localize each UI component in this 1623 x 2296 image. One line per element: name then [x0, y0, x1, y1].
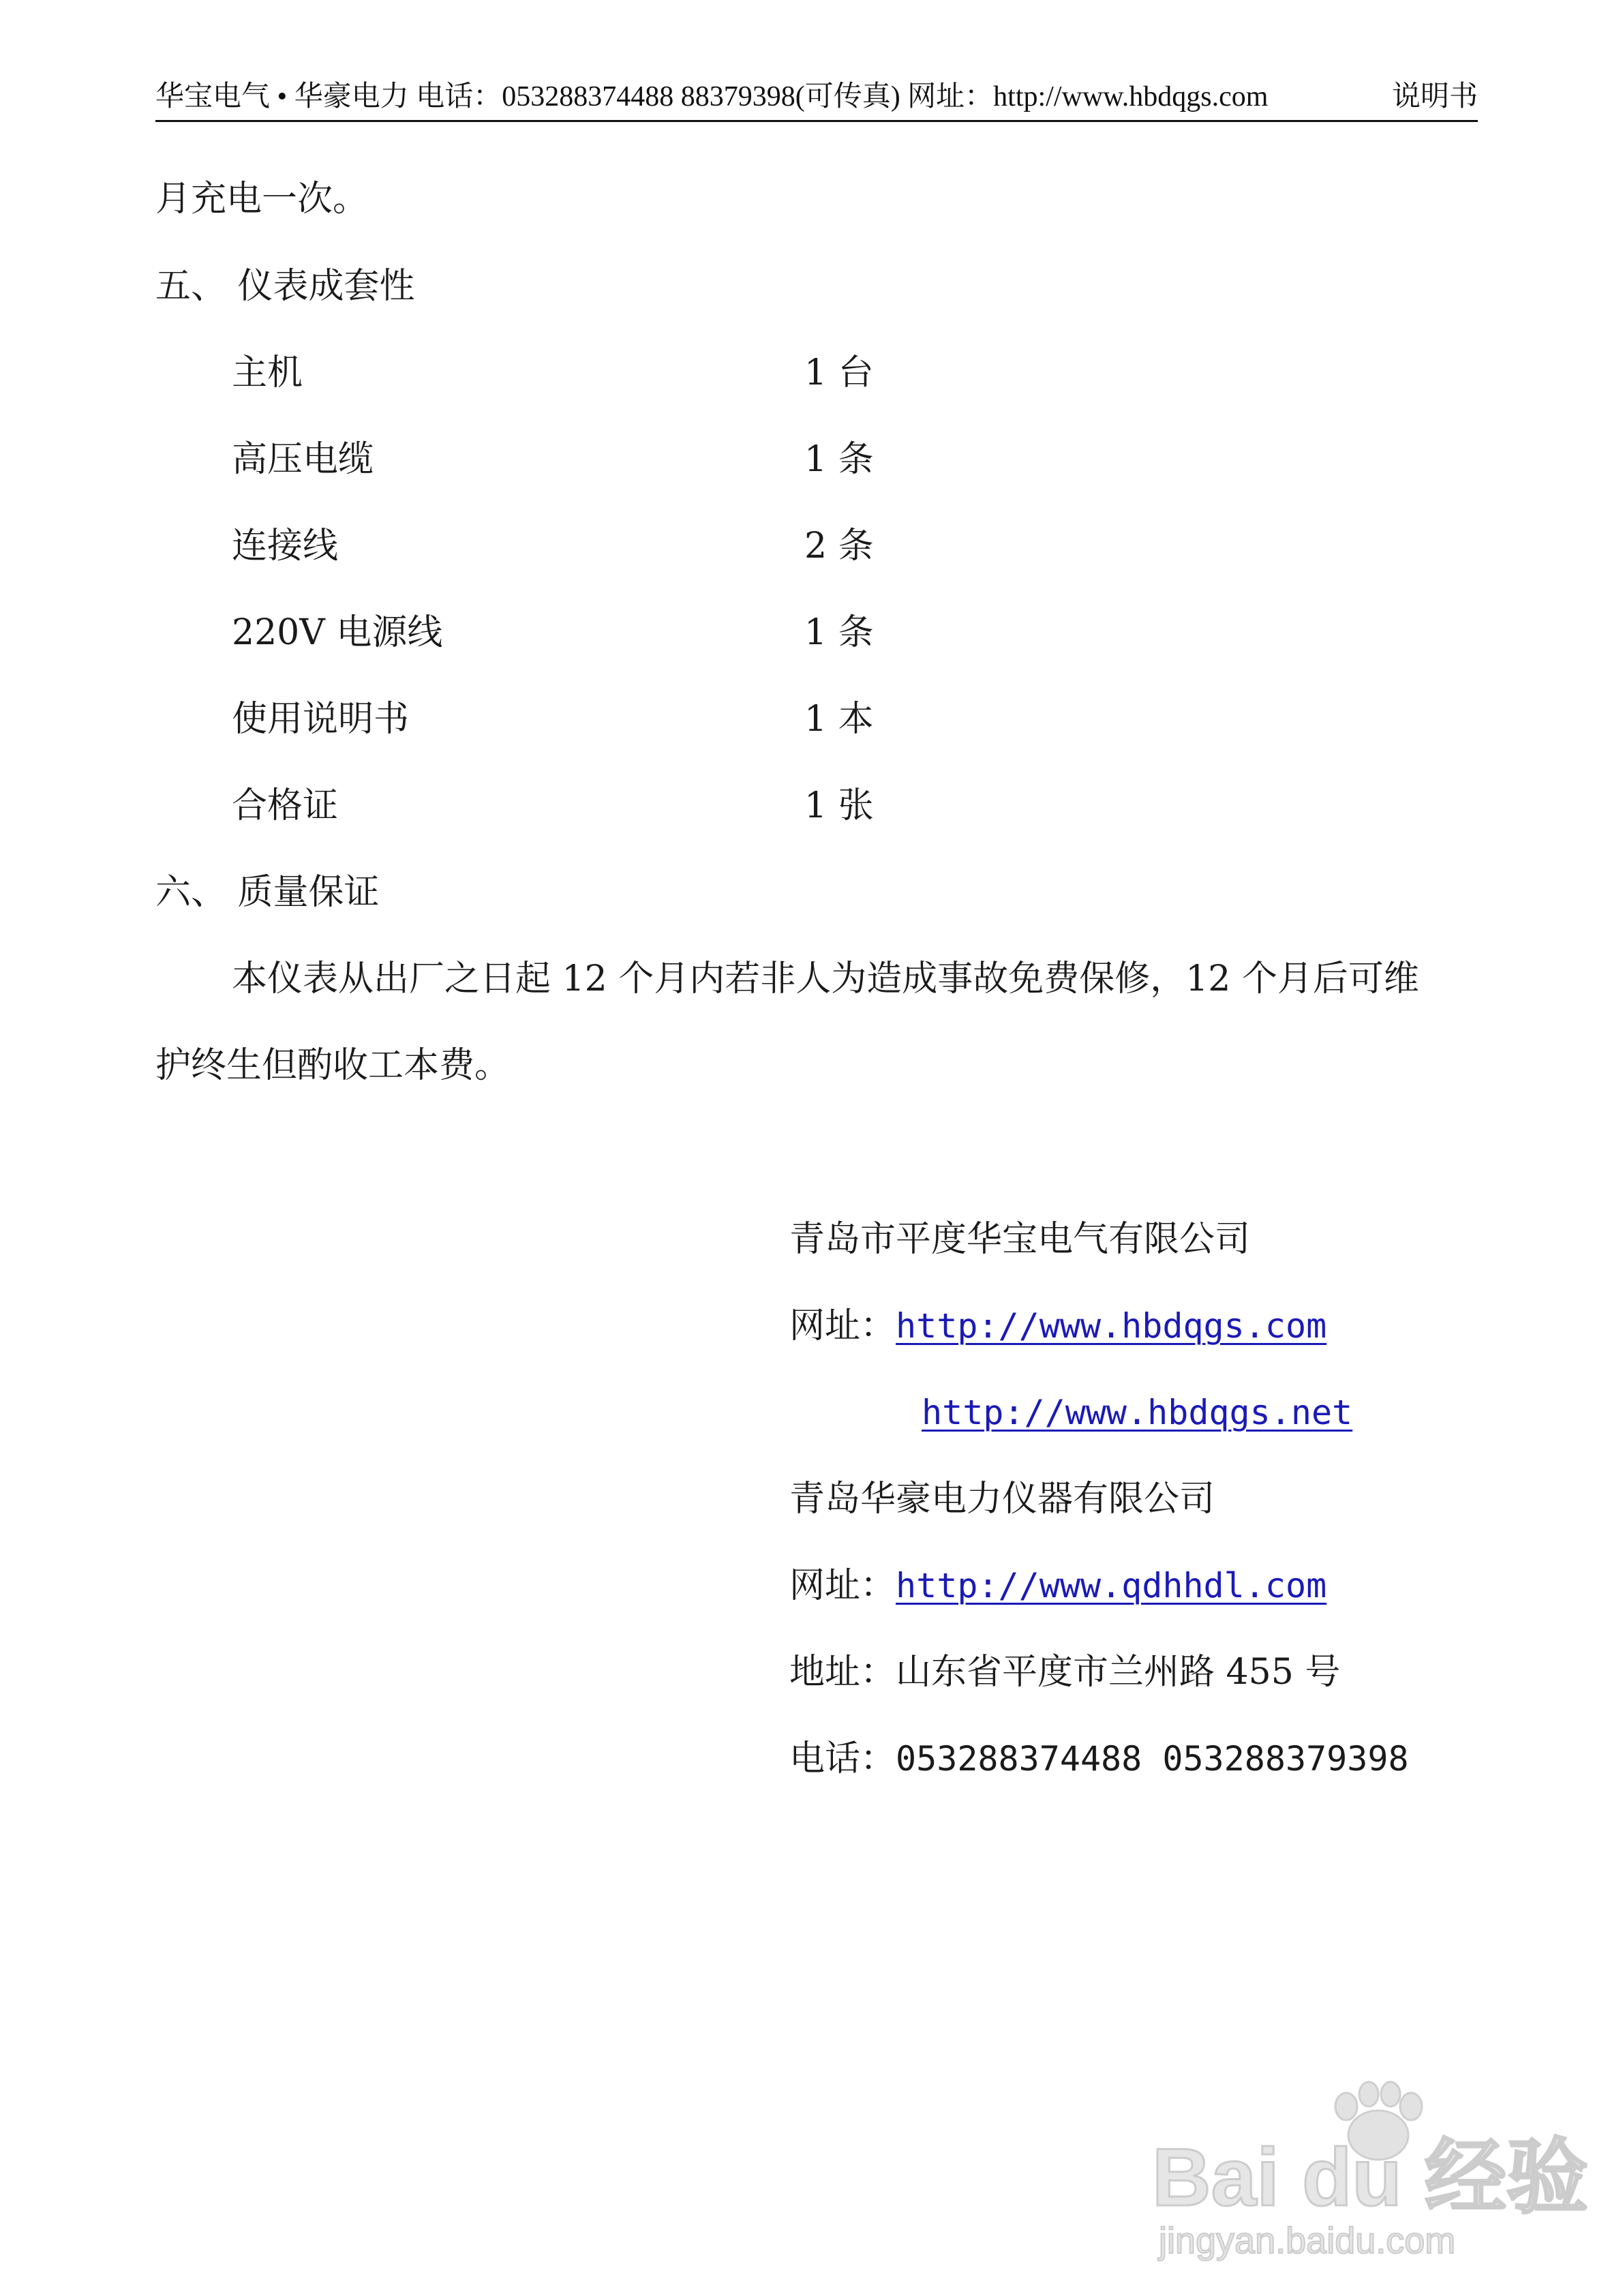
watermark-brand: Bai du 经验	[1152, 2132, 1589, 2223]
website-row-1	[789, 1301, 1326, 1350]
item-name: 连接线	[232, 526, 339, 567]
company-name-1: 青岛市平度华宝电气有限公司	[789, 1219, 1251, 1260]
paw-logo-icon	[1152, 2059, 1589, 2263]
item-name: 220V 电源线	[232, 612, 443, 653]
item-qty: 1 本	[804, 699, 874, 740]
item-qty: 1 条	[804, 612, 874, 653]
website-label: 网址：	[789, 1565, 896, 1606]
address-row	[789, 1648, 1340, 1697]
website-label: 网址：	[789, 1305, 896, 1346]
item-qty: 1 条	[804, 439, 874, 480]
company-name-2: 青岛华豪电力仪器有限公司	[789, 1479, 1215, 1520]
continuation-text: 月充电一次。	[155, 179, 369, 220]
item-name: 使用说明书	[232, 699, 410, 740]
section-5-title: 五、 仪表成套性	[155, 266, 415, 307]
address-label: 地址：	[789, 1652, 896, 1693]
phone-row	[789, 1734, 1409, 1783]
section-6-title: 六、 质量保证	[155, 872, 380, 913]
website-row-3	[789, 1561, 1326, 1610]
address-value: 山东省平度市兰州路 455 号	[896, 1652, 1341, 1693]
website-link-hbdqgs-net[interactable]: http://www.hbdqgs.net	[922, 1393, 1353, 1432]
item-qty: 1 台	[804, 352, 874, 393]
header-company-info: 华宝电气 • 华豪电力 电话：053288374488 88379398(可传真) 网址：http://www.hbdqgs.com	[155, 81, 1269, 112]
warranty-text-line-2: 护终生但酌收工本费。	[155, 1045, 511, 1086]
page-header	[155, 76, 1478, 117]
warranty-text-line-1: 本仪表从出厂之日起 12 个月内若非人为造成事故免费保修，12 个月后可维	[232, 958, 1419, 999]
item-qty: 1 张	[804, 785, 874, 826]
item-name: 高压电缆	[232, 439, 374, 480]
website-row-2	[922, 1388, 1352, 1437]
item-name: 主机	[232, 352, 303, 393]
website-link-hbdqgs-com[interactable]: http://www.hbdqgs.com	[896, 1306, 1327, 1346]
phone-label: 电话：	[789, 1738, 896, 1779]
item-qty: 2 条	[804, 526, 874, 567]
item-name: 合格证	[232, 785, 339, 826]
phone-numbers: 053288374488 053288379398	[896, 1739, 1409, 1779]
baidu-jingyan-watermark	[1152, 2059, 1589, 2263]
watermark-domain: jingyan.baidu.com	[1159, 2220, 1456, 2261]
website-link-qdhhdl-com[interactable]: http://www.qdhhdl.com	[896, 1566, 1327, 1605]
header-divider	[155, 120, 1478, 122]
header-doc-type: 说明书	[1391, 81, 1478, 112]
